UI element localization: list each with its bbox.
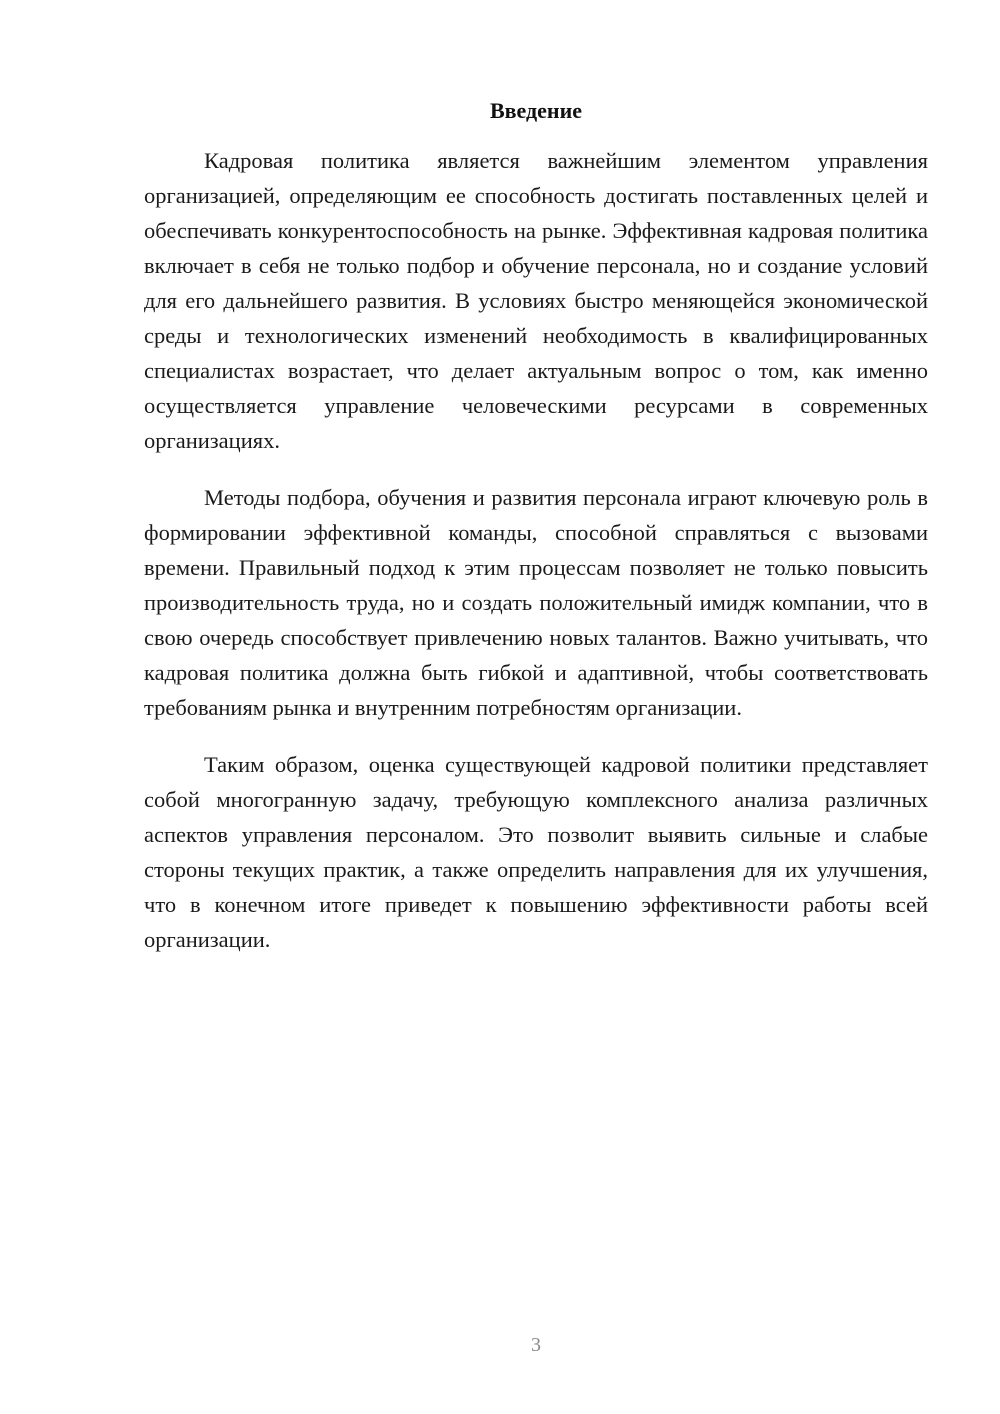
paragraph: Кадровая политика является важнейшим элементом управления организацией, определяющим ее способность достигать поставленных целей и обеспечивать конкурентоспособность на рынке. Эффективная кадровая политика включает в себя не только подбор и обучение персонала, но и создание условий для его дальнейшего развития. В условиях быстро меняющейся экономической среды и технологических изменений необходимость в квалифицированных специалистах возрастает, что делает актуальным вопрос о том, как именно осуществляется управление человеческими ресурсами в современных организациях. bbox=[144, 148, 928, 453]
page-number: 3 bbox=[531, 1334, 541, 1356]
paragraph: Таким образом, оценка существующей кадровой политики представляет собой многогранную задачу, требующую комплексного анализа различных аспектов управления персоналом. Это позволит выявить сильные и слабые стороны текущих практик, а также определить направления для их улучшения, что в конечном итоге приведет к повышению эффективности работы всей организации. bbox=[144, 752, 928, 952]
paragraph: Методы подбора, обучения и развития персонала играют ключевую роль в формировании эффективной команды, способной справляться с вызовами времени. Правильный подход к этим процессам позволяет не только повысить производительность труда, но и создать положительный имидж компании, что в свою очередь способствует привлечению новых талантов. Важно учитывать, что кадровая политика должна быть гибкой и адаптивной, чтобы соответствовать требованиям рынка и внутренним потребностям организации. bbox=[144, 485, 928, 720]
body-text bbox=[144, 143, 928, 979]
section-heading: Введение bbox=[489, 98, 583, 123]
